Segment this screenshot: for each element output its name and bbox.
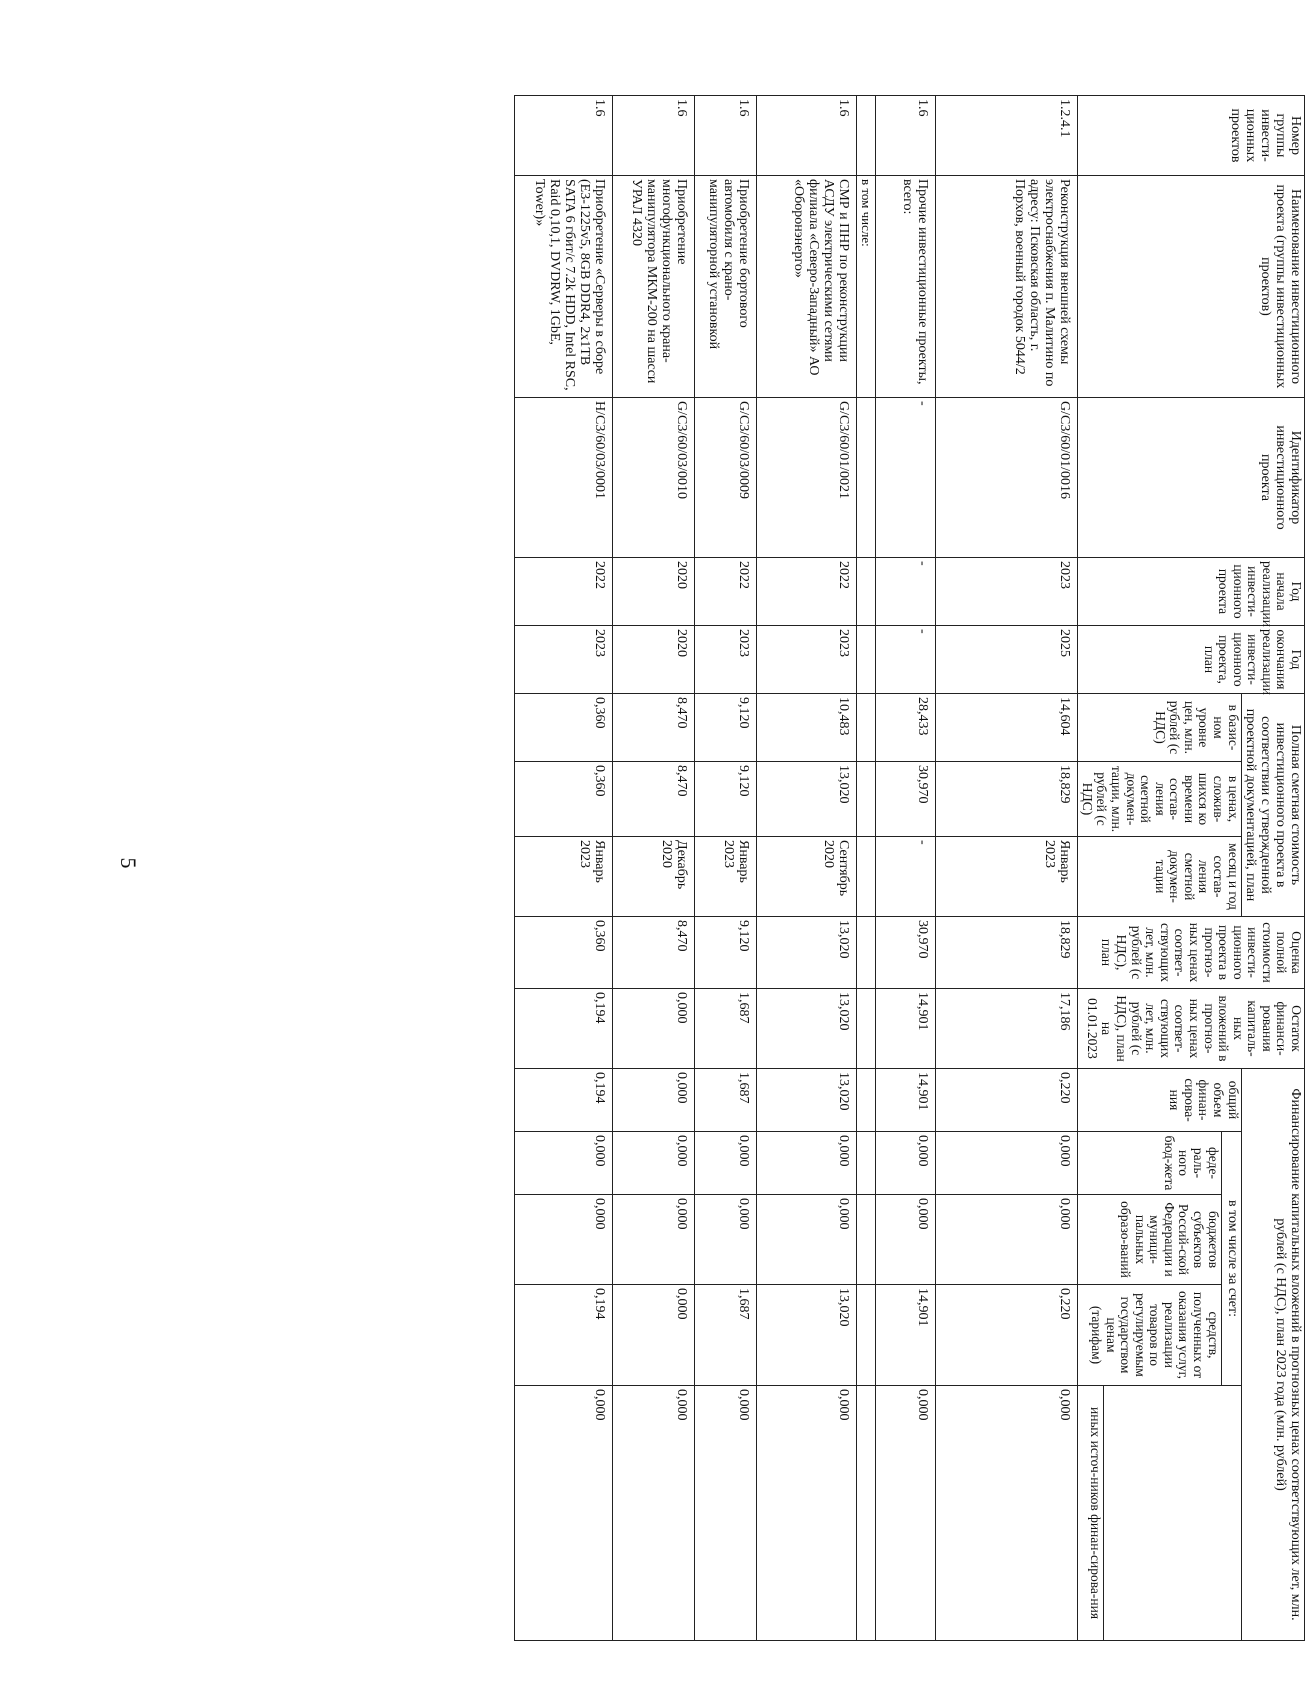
- cell-start: 2022: [515, 558, 613, 626]
- cell-start: 2020: [613, 558, 695, 626]
- cell-base: 28,433: [876, 694, 936, 762]
- cell-other: 0,000: [613, 1386, 695, 1641]
- cell-current: 8,470: [613, 762, 695, 837]
- header-federal: феде-раль-ного бюд-жета: [1078, 1132, 1221, 1195]
- table-row: [515, 96, 613, 1641]
- cell-federal: 0,000: [695, 1132, 757, 1195]
- cell-federal: 0,000: [936, 1132, 1078, 1195]
- table-row: [695, 96, 757, 1641]
- cell-remain: 1,687: [695, 989, 757, 1069]
- cell-estimate: 8,470: [613, 917, 695, 989]
- header-month: месяц и год состав-ления сметной докумен-тации: [1078, 837, 1241, 917]
- cell-federal: 0,000: [876, 1132, 936, 1195]
- cell-num: 1.6: [757, 96, 857, 176]
- header-financing: Финансирование капитальных вложений в прогнозных ценах соответствующих лет, млн. рублей (с НДС), план 2023 года (млн. рублей): [1241, 1069, 1304, 1641]
- table-row: [613, 96, 695, 1641]
- cell-regional: 0,000: [876, 1195, 936, 1285]
- cell-base: 8,470: [613, 694, 695, 762]
- cell-tariff: 0,000: [613, 1285, 695, 1386]
- header-number: Номер группы инвести-ционных проектов: [1078, 96, 1305, 176]
- cell-total: 0,194: [515, 1069, 613, 1132]
- cell-num: 1.6: [876, 96, 936, 176]
- header-end-year: Год окончания реализации инвести-ционного проекта, план: [1078, 626, 1305, 694]
- cell-base: 9,120: [695, 694, 757, 762]
- cell-id: G/С3/60/03/0010: [613, 398, 695, 558]
- cell-month: Январь 2023: [695, 837, 757, 917]
- cell-month: Январь 2023: [515, 837, 613, 917]
- header-base-price: в базис-ном уровне цен, млн. рублей (с НДС): [1078, 694, 1241, 762]
- cell-estimate: 13,020: [757, 917, 857, 989]
- cell-estimate: 30,970: [876, 917, 936, 989]
- cell-name: Приобретение «Серверы в сборе (E3-1225v5, 8GB DDR4, 2x1TB SATA 6 гбит/с 7.2k HDD, Intel RSC, Raid 0,10,1, DVDRW, 1GbE, Tower)»: [515, 176, 613, 398]
- cell-remain: 17,186: [936, 989, 1078, 1069]
- cell-id: -: [876, 398, 936, 558]
- header-total-volume: общий объем финан-сирова-ния: [1078, 1069, 1241, 1132]
- cell-estimate: 9,120: [695, 917, 757, 989]
- cell-total: 0,000: [613, 1069, 695, 1132]
- cell-name: Реконструкция внешней схемы электроснабжения п. Малитино по адресу: Псковская область, г. Порхов, военный городок 5044/2: [936, 176, 1078, 398]
- table-row: [936, 96, 1078, 1641]
- cell-federal: 0,000: [757, 1132, 857, 1195]
- cell-empty: [857, 96, 876, 176]
- cell-other: 0,000: [936, 1386, 1078, 1641]
- cell-end: 2023: [695, 626, 757, 694]
- cell-start: -: [876, 558, 936, 626]
- cell-other: 0,000: [695, 1386, 757, 1641]
- cell-id: H/С3/60/03/0001: [515, 398, 613, 558]
- cell-current: 0,360: [515, 762, 613, 837]
- cell-federal: 0,000: [515, 1132, 613, 1195]
- cell-regional: 0,000: [613, 1195, 695, 1285]
- header-blank: [1103, 1386, 1241, 1641]
- header-id: Идентификатор инвестиционного проекта: [1078, 398, 1305, 558]
- cell-end: 2020: [613, 626, 695, 694]
- cell-month: Январь 2023: [936, 837, 1078, 917]
- cell-start: 2022: [757, 558, 857, 626]
- header-name: Наименование инвестиционного проекта (группы инвестиционных проектов): [1078, 176, 1305, 398]
- cell-federal: 0,000: [613, 1132, 695, 1195]
- cell-total: 1,687: [695, 1069, 757, 1132]
- cell-tariff: 0,194: [515, 1285, 613, 1386]
- cell-name: Прочие инвестиционные проекты, всего:: [876, 176, 936, 398]
- cell-regional: 0,000: [757, 1195, 857, 1285]
- cell-remain: 14,901: [876, 989, 936, 1069]
- cell-end: -: [876, 626, 936, 694]
- cell-remain: 13,020: [757, 989, 857, 1069]
- cell-num: 1.6: [695, 96, 757, 176]
- cell-total: 13,020: [757, 1069, 857, 1132]
- rotated-table-container: [175, 95, 1305, 1621]
- cell-num: 1.2.4.1: [936, 96, 1078, 176]
- cell-remain: 0,194: [515, 989, 613, 1069]
- cell-remain: 0,000: [613, 989, 695, 1069]
- cell-num: 1.6: [515, 96, 613, 176]
- cell-total: 0,220: [936, 1069, 1078, 1132]
- investment-table: [514, 95, 1305, 1641]
- header-other: иных источ-ников финан-сирова-ния: [1078, 1386, 1103, 1641]
- cell-tariff: 13,020: [757, 1285, 857, 1386]
- cell-start: 2023: [936, 558, 1078, 626]
- cell-other: 0,000: [515, 1386, 613, 1641]
- cell-current: 9,120: [695, 762, 757, 837]
- cell-other: 0,000: [876, 1386, 936, 1641]
- header-estimate: Оценка полной стоимости инвести-ционного проекта в прогноз-ных ценах соответ-ствующих лет, млн. рублей (с НДС), план: [1078, 917, 1305, 989]
- header-remain: Остаток финанси-рования капиталь-ных вложений в прогноз-ных ценах соответ-ствующих лет, млн. рублей (с НДС), план на 01.01.2023: [1078, 989, 1305, 1069]
- cell-month: -: [876, 837, 936, 917]
- cell-tariff: 14,901: [876, 1285, 936, 1386]
- in-total-label: в том числе:: [857, 176, 876, 398]
- cell-tariff: 1,687: [695, 1285, 757, 1386]
- cell-current: 13,020: [757, 762, 857, 837]
- cell-name: Приобретение многофункционального крана-манипулятора МКМ-200 на шасси УРАЛ 4320: [613, 176, 695, 398]
- cell-base: 10,483: [757, 694, 857, 762]
- table-row: [876, 96, 936, 1641]
- cell-tariff: 0,220: [936, 1285, 1078, 1386]
- cell-current: 30,970: [876, 762, 936, 837]
- cell-regional: 0,000: [515, 1195, 613, 1285]
- header-regional: бюджетов субъектов Россий-ской Федерации и муници-пальных образо-ваний: [1078, 1195, 1221, 1285]
- cell-regional: 0,000: [936, 1195, 1078, 1285]
- cell-start: 2022: [695, 558, 757, 626]
- cell-base: 0,360: [515, 694, 613, 762]
- header-start-year: Год начала реализации инвести-ционного проекта: [1078, 558, 1305, 626]
- cell-id: G/С3/60/01/0016: [936, 398, 1078, 558]
- cell-end: 2023: [515, 626, 613, 694]
- cell-num: 1.6: [613, 96, 695, 176]
- cell-total: 14,901: [876, 1069, 936, 1132]
- page-number: 5: [116, 857, 141, 869]
- cell-estimate: 18,829: [936, 917, 1078, 989]
- cell-end: 2023: [757, 626, 857, 694]
- cell-id: G/С3/60/03/0009: [695, 398, 757, 558]
- cell-current: 18,829: [936, 762, 1078, 837]
- cell-estimate: 0,360: [515, 917, 613, 989]
- header-tariff: средств, полученных от оказания услуг, реализации товаров по регулируемым государством ценам (тарифам): [1078, 1285, 1221, 1386]
- cell-name: СМР и ПНР по реконструкции АСДУ электрическими сетями филиала «Северо-Западный» АО «Оборонэнерго»: [757, 176, 857, 398]
- cell-end: 2025: [936, 626, 1078, 694]
- cell-regional: 0,000: [695, 1195, 757, 1285]
- cell-id: G/С3/60/01/0021: [757, 398, 857, 558]
- in-total-row: [857, 96, 876, 1641]
- cell-month: Декабрь 2020: [613, 837, 695, 917]
- cell-name: Приобретение бортового автомобиля с крано-манипуляторной установкой: [695, 176, 757, 398]
- header-full-cost: Полная сметная стоимость инвестиционного проекта в соответствии с утвержденной проектной документацией, план: [1241, 694, 1304, 917]
- cell-month: Сентябрь 2020: [757, 837, 857, 917]
- cell-base: 14,604: [936, 694, 1078, 762]
- header-including: в том числе за счет:: [1221, 1132, 1241, 1386]
- cell-other: 0,000: [757, 1386, 857, 1641]
- header-current-price: в ценах, сложив-шихся ко времени состав-ления сметной докумен-тации, млн. рублей (с НДС): [1078, 762, 1241, 837]
- table-row: [757, 96, 857, 1641]
